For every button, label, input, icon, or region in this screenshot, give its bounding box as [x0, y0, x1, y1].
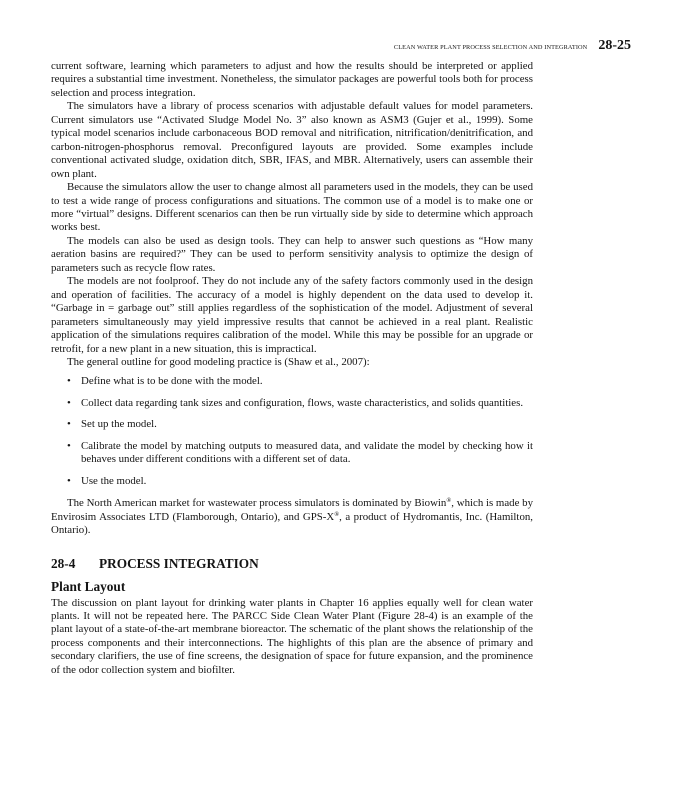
- section-heading: [51, 556, 533, 572]
- body-paragraph: Because the simulators allow the user to change almost all parameters used in the models, they can be used to test a wide range of process configurations and situations. The common use of a model is to make one or more “virtual” designs. Different scenarios can then be run virtually side by side to determine which approach works best.: [51, 181, 533, 234]
- document-page: [51, 38, 631, 677]
- list-item-text: Use the model.: [81, 474, 147, 487]
- market-paragraph: [51, 497, 533, 537]
- list-item: [51, 418, 533, 431]
- list-item-text: Collect data regarding tank sizes and configuration, flows, waste characteristics, and solids quantities.: [81, 396, 524, 409]
- bullet-icon: •: [67, 375, 71, 388]
- bullet-icon: •: [67, 439, 71, 452]
- body-paragraph: The models are not foolproof. They do not include any of the safety factors commonly used in the design and operation of facilities. The accuracy of a model is highly dependent on the data used to develop it. “Garbage in = garbage out” still applies regardless of the sophistication of the model. Adjustment of several parameters simultaneously may yield impressive results that cannot be achieved in a real plant. Realistic application of the simulations requires calibration of the model. While this may be possible for an upgrade or retrofit, for a new plant in a new situation, this is impractical.: [51, 275, 533, 355]
- body-paragraph: The general outline for good modeling practice is (Shaw et al., 2007):: [67, 355, 370, 368]
- modeling-practice-list: [51, 375, 533, 488]
- bullet-icon: •: [67, 418, 71, 431]
- registered-mark: ®: [446, 497, 452, 505]
- list-item-text: Calibrate the model by matching outputs to measured data, and validate the model by checking how it behaves under different conditions with a different set of data.: [81, 439, 533, 466]
- list-item: [51, 397, 533, 410]
- list-item: [51, 475, 533, 488]
- section-title: PROCESS INTEGRATION: [99, 555, 259, 571]
- bullet-icon: •: [67, 396, 71, 409]
- list-item: [51, 375, 533, 388]
- list-item-text: Set up the model.: [81, 418, 157, 431]
- market-text-2: , which is made by Envirosim Associates LTD (Flamborough, Ontario), and GPS-X: [51, 497, 533, 523]
- running-header: [51, 38, 631, 60]
- list-item: [51, 440, 533, 467]
- list-item-text: Define what is to be done with the model.: [81, 375, 263, 388]
- section-number: 28-4: [51, 555, 76, 571]
- body-paragraph: current software, learning which parameters to adjust and how the results should be interpreted or applied requires a substantial time investment. Nonetheless, the simulator packages are powerful tools both for process selection and process integration.: [51, 60, 533, 99]
- registered-mark: ®: [334, 510, 340, 518]
- running-title: CLEAN WATER PLANT PROCESS SELECTION AND INTEGRATION: [393, 44, 588, 51]
- market-text-3: , a product of Hydromantis, Inc. (Hamilton, Ontario).: [51, 510, 533, 537]
- body-paragraph: The discussion on plant layout for drinking water plants in Chapter 16 applies equally well for clean water plants. It will not be repeated here. The PARCC Side Clean Water Plant (Figure 28-4) is an example of the plant layout of a state-of-the-art membrane bioreactor. The schematic of the plant shows the relationship of the process components and their interconnections. The highlights of this plan are the absence of primary and secondary clarifiers, the use of fine screens, the designation of space for future expansion, and the prominence of the odor collection system and biofilter.: [51, 596, 533, 676]
- body-paragraph: The models can also be used as design tools. They can help to answer such questions as “How many aeration basins are required?” They can be used to perform sensitivity analysis to optimize the design of parameters such as recycle flow rates.: [51, 234, 533, 274]
- body-paragraph: The simulators have a library of process scenarios with adjustable default values for model parameters. Current simulators use “Activated Sludge Model No. 3” also known as ASM3 (Gujer et al., 1999). Some typical model scenarios include carbonaceous BOD removal and nitrification, nitrification/denitrification, and carbon-nitrogen-phosphorus removal. Preconfigured layouts are provided. Some examples include conventional activated sludge, oxidation ditch, SBR, IFAS, and MBR. Alternatively, users can assemble their own plant.: [51, 100, 533, 180]
- market-text-1: The North American market for wastewater process simulators is dominated by Biowin: [67, 497, 447, 510]
- subsection-heading: Plant Layout: [51, 578, 126, 594]
- bullet-icon: •: [67, 474, 71, 487]
- page-number: 28-25: [598, 38, 631, 53]
